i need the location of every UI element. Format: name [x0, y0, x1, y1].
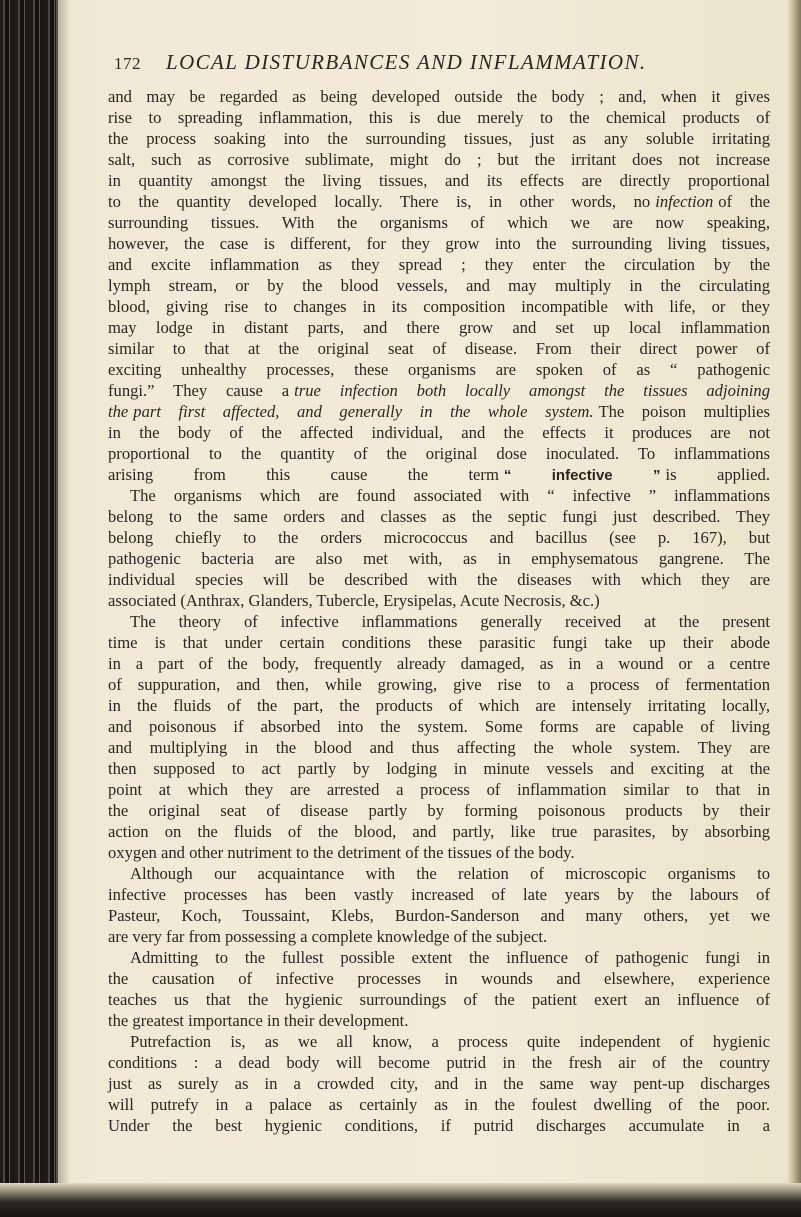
text-line: The organisms which are found associated with “ infective ” inflammations — [130, 486, 770, 505]
text-line: salt, such as corrosive sublimate, might do ; but the irritant does not increase — [108, 150, 770, 169]
text-line: will putrefy in a palace as certainly as in the foulest dwelling of the poor. — [108, 1095, 770, 1114]
book-binding — [0, 0, 58, 1217]
text-line — [108, 380, 770, 401]
text-line: blood, giving rise to changes in its composition incompatible with life, or they — [108, 297, 770, 316]
text-line: oxygen and other nutriment to the detriment of the tissues of the body. — [108, 843, 575, 862]
text-segment: of the — [718, 192, 770, 211]
page-number: 172 — [114, 54, 141, 73]
text-line — [108, 464, 770, 485]
text-line: and excite inflammation as they spread ; they enter the circulation by the — [108, 255, 770, 274]
text-line: lymph stream, or by the blood vessels, and may multiply in the circulating — [108, 276, 770, 295]
text-segment: arising from this cause the term — [108, 465, 499, 484]
text-line: and poisonous if absorbed into the system. Some forms are capable of living — [108, 717, 770, 736]
text-line: Pasteur, Koch, Toussaint, Klebs, Burdon-Sanderson and many others, yet we — [108, 906, 770, 925]
text-line: similar to that at the original seat of disease. From their direct power of — [108, 339, 770, 358]
text-line: Although our acquaintance with the relation of microscopic organisms to — [130, 864, 770, 883]
bold-term: “ infective ” — [503, 467, 661, 484]
text-line: belong to the same orders and classes as the septic fungi just described. They — [108, 507, 770, 526]
text-line: then supposed to act partly by lodging in minute vessels and exciting at the — [108, 759, 770, 778]
text-line: the causation of infective processes in wounds and elsewhere, experience — [108, 969, 770, 988]
text-line: the original seat of disease partly by forming poisonous products by their — [108, 801, 770, 820]
page-edge-bottom — [0, 1183, 801, 1217]
italic-word: infection — [655, 192, 714, 211]
text-line: teaches us that the hygienic surroundings of the patient exert an influence of — [108, 990, 770, 1009]
text-line: rise to spreading inflammation, this is due merely to the chemical products of — [108, 108, 770, 127]
text-line: are very far from possessing a complete knowledge of the subject. — [108, 927, 548, 946]
gutter-shadow — [56, 0, 70, 1217]
text-line: in a part of the body, frequently already damaged, as in a wound or a centre — [108, 654, 770, 673]
text-line: however, the case is different, for they grow into the surrounding living tissues, — [108, 234, 770, 253]
text-line: infective processes has been vastly increased of late years by the labours of — [108, 885, 770, 904]
text-line: and multiplying in the blood and thus affecting the whole system. They are — [108, 738, 770, 757]
body-text — [108, 86, 770, 1136]
text-line: pathogenic bacteria are also met with, as in emphysematous gangrene. The — [108, 549, 770, 568]
italic-phrase: part first affected, and generally in the whole system. — [133, 402, 594, 421]
text-line: individual species will be described with the diseases with which they are — [108, 570, 770, 589]
text-line: in the body of the affected individual, and the effects it produces are not — [108, 423, 770, 442]
text-segment: the — [108, 402, 129, 421]
text-line: exciting unhealthy processes, these organisms are spoken of as “ pathogenic — [108, 360, 770, 379]
text-line: Admitting to the fullest possible extent the influence of pathogenic fungi in — [130, 948, 770, 967]
running-head: LOCAL DISTURBANCES AND INFLAMMATION. — [166, 50, 647, 74]
text-line: surrounding tissues. With the organisms of which we are now speaking, — [108, 213, 770, 232]
text-line: just as surely as in a crowded city, and in the same way pent-up discharges — [108, 1074, 770, 1093]
text-line: in the fluids of the part, the products of which are intensely irritating locally, — [108, 696, 770, 715]
page-header — [114, 50, 774, 82]
text-line: proportional to the quantity of the original dose inoculated. To inflammations — [108, 444, 770, 463]
text-line: action on the fluids of the blood, and partly, like true parasites, by absorbing — [108, 822, 770, 841]
text-line: point at which they are arrested a process of inflammation similar to that in — [108, 780, 770, 799]
text-line: the greatest importance in their development. — [108, 1011, 409, 1030]
page-edge-right — [787, 0, 801, 1217]
text-line: time is that under certain conditions these parasitic fungi take up their abode — [108, 633, 770, 652]
text-segment: The poison multiplies — [598, 402, 770, 421]
text-line: of suppuration, and then, while growing, give rise to a process of fermentation — [108, 675, 770, 694]
text-line: The theory of infective inflammations generally received at the present — [130, 612, 770, 631]
text-segment: to the quantity developed locally. There is, in other words, no — [108, 192, 651, 211]
italic-phrase: true infection both locally amongst the tissues adjoining — [294, 381, 770, 400]
text-segment: is applied. — [665, 465, 770, 484]
text-line: Under the best hygienic conditions, if putrid discharges accumulate in a — [108, 1116, 770, 1135]
text-line: Putrefaction is, as we all know, a process quite independent of hygienic — [130, 1032, 770, 1051]
text-line: the process soaking into the surrounding tissues, just as any soluble irritating — [108, 129, 770, 148]
text-line: in quantity amongst the living tissues, and its effects are directly proportional — [108, 171, 770, 190]
text-segment: fungi.” They cause a — [108, 381, 290, 400]
text-line: may lodge in distant parts, and there grow and set up local inflammation — [108, 318, 770, 337]
text-line: associated (Anthrax, Glanders, Tubercle, Erysipelas, Acute Necrosis, &c.) — [108, 591, 600, 610]
text-line: and may be regarded as being developed outside the body ; and, when it gives — [108, 87, 770, 106]
text-line — [108, 191, 770, 212]
text-line: belong chiefly to the orders micrococcus and bacillus (see p. 167), but — [108, 528, 770, 547]
text-line — [108, 401, 770, 422]
text-line: conditions : a dead body will become putrid in the fresh air of the country — [108, 1053, 770, 1072]
